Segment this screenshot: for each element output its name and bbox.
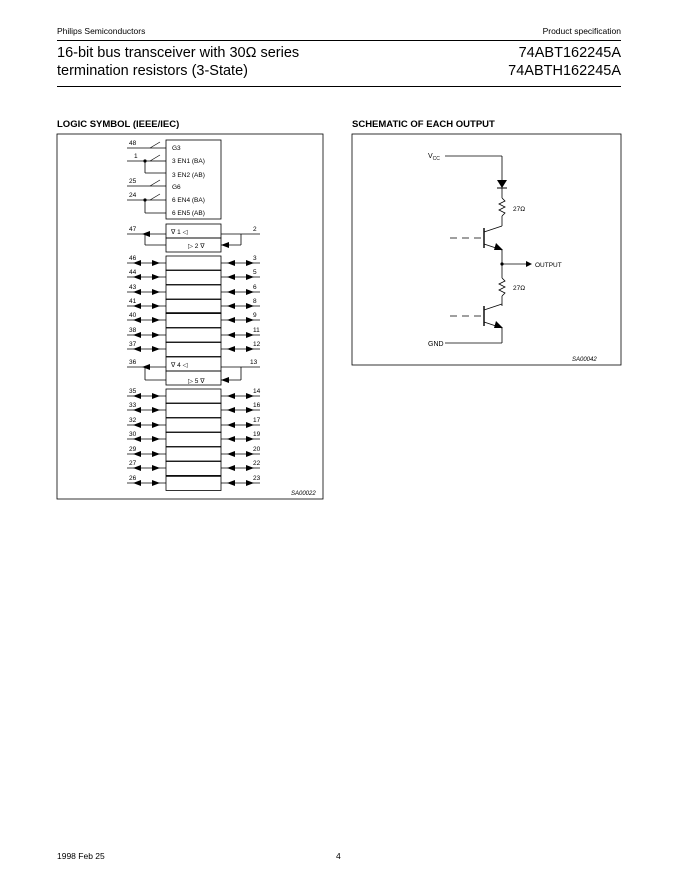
pin-13-label: 13 (250, 359, 258, 366)
left-pin-label: 29 (129, 446, 137, 453)
left-pin-label: 40 (129, 312, 137, 319)
arrow-right-icon (152, 480, 160, 486)
left-pin-label: 37 (129, 341, 137, 348)
logic-symbol-code: SA00022 (291, 491, 316, 497)
io-cell (166, 432, 221, 447)
arrow-left-icon (227, 407, 235, 413)
company-name: Philips Semiconductors (57, 26, 146, 36)
pin-36-label: 36 (129, 359, 137, 366)
io-cell (166, 389, 221, 404)
arrow-right-icon (152, 422, 160, 428)
arrow-left-icon (227, 303, 235, 309)
pin-1-label: 1 (134, 153, 138, 160)
arrow-right-icon (152, 274, 160, 280)
io-cell (166, 342, 221, 357)
en1-label: 3 EN1 (BA) (172, 158, 205, 165)
arrow-right-icon (152, 465, 160, 471)
io-cell (166, 270, 221, 285)
arrow-right-icon (152, 393, 160, 399)
right-pin-label: 12 (253, 341, 261, 348)
left-pin-label: 46 (129, 255, 137, 262)
en4-label: 6 EN4 (BA) (172, 197, 205, 204)
io-rows (127, 255, 261, 491)
right-pin-label: 11 (253, 327, 260, 334)
arrow-right-icon (152, 346, 160, 352)
io-cell (166, 403, 221, 418)
pin-2-label: 2 (253, 226, 257, 233)
doc-type: Product specification (542, 26, 621, 36)
doc-title-line2: termination resistors (3-State) (57, 63, 248, 79)
right-pin-label: 3 (253, 255, 257, 262)
part-number-1: 74ABT162245A (518, 45, 621, 61)
arrow-right-icon (152, 260, 160, 266)
group2-sub-label: ▷ 5 ∇ (188, 378, 205, 385)
schematic-heading: SCHEMATIC OF EACH OUTPUT (352, 119, 495, 130)
left-pin-label: 35 (129, 388, 137, 395)
arrow-right-icon (152, 436, 160, 442)
arrow-left-icon (227, 274, 235, 280)
left-pin-label: 26 (129, 475, 137, 482)
left-pin-label: 27 (129, 460, 137, 467)
gnd-label: GND (428, 341, 444, 348)
io-cell (166, 313, 221, 328)
arrow-left-icon (227, 436, 235, 442)
pin-47-label: 47 (129, 226, 137, 233)
arrow-left-icon (227, 422, 235, 428)
io-cell (166, 299, 221, 314)
schematic-code: SA00042 (572, 357, 597, 363)
io-cell (166, 328, 221, 343)
left-pin-label: 33 (129, 402, 137, 409)
vcc-label: $V_{CC}$ (428, 153, 440, 162)
g3-label: G3 (172, 145, 181, 152)
right-pin-label: 22 (253, 460, 261, 467)
right-pin-label: 16 (253, 402, 261, 409)
left-pin-label: 44 (129, 269, 137, 276)
arrow-right-icon (152, 451, 160, 457)
logic-symbol-heading: LOGIC SYMBOL (IEEE/IEC) (57, 119, 180, 130)
right-pin-label: 9 (253, 312, 257, 319)
arrow-left-icon (227, 317, 235, 323)
left-pin-label: 32 (129, 417, 137, 424)
right-pin-label: 6 (253, 284, 257, 291)
group1-sub-label: ▷ 2 ∇ (188, 243, 205, 250)
output-label: OUTPUT (535, 262, 562, 269)
pin-48-label: 48 (129, 140, 137, 147)
right-pin-label: 20 (253, 446, 261, 453)
right-pin-label: 19 (253, 431, 261, 438)
right-pin-label: 5 (253, 269, 257, 276)
io-cell (166, 418, 221, 433)
arrow-left-icon (227, 451, 235, 457)
group2-top-label: ∇ 4 ◁ (171, 362, 188, 369)
arrow-left-icon (227, 260, 235, 266)
arrow-left-icon (227, 346, 235, 352)
arrow-right-icon (152, 289, 160, 295)
arrow-right-icon (152, 407, 160, 413)
arrow-right-icon (152, 332, 160, 338)
left-pin-label: 41 (129, 298, 137, 305)
footer-date: 1998 Feb 25 (57, 851, 105, 861)
io-cell (166, 256, 221, 271)
arrow-left-icon (227, 480, 235, 486)
pin-25-label: 25 (129, 178, 137, 185)
en5-label: 6 EN5 (AB) (172, 210, 205, 217)
doc-title-line1: 16-bit bus transceiver with 30Ω series (57, 45, 300, 61)
arrow-left-icon (227, 393, 235, 399)
g6-label: G6 (172, 184, 181, 191)
group1-top-label: ∇ 1 ◁ (171, 229, 188, 236)
pin-24-label: 24 (129, 192, 137, 199)
right-pin-label: 14 (253, 388, 261, 395)
resistor-2-value: 27Ω (513, 285, 526, 292)
arrow-right-icon (152, 303, 160, 309)
left-pin-label: 43 (129, 284, 137, 291)
en2-label: 3 EN2 (AB) (172, 172, 205, 179)
arrow-left-icon (227, 332, 235, 338)
right-pin-label: 23 (253, 475, 261, 482)
io-cell (166, 461, 221, 476)
io-cell (166, 476, 221, 491)
arrow-left-icon (227, 289, 235, 295)
right-pin-label: 8 (253, 298, 257, 305)
right-pin-label: 17 (253, 417, 261, 424)
io-cell (166, 447, 221, 462)
part-number-2: 74ABTH162245A (508, 63, 621, 79)
left-pin-label: 38 (129, 327, 137, 334)
arrow-left-icon (227, 465, 235, 471)
left-pin-label: 30 (129, 431, 137, 438)
logic-symbol-frame (57, 134, 323, 499)
footer-page: 4 (336, 851, 341, 861)
arrow-right-icon (152, 317, 160, 323)
resistor-1-value: 27Ω (513, 206, 526, 213)
io-cell (166, 285, 221, 300)
